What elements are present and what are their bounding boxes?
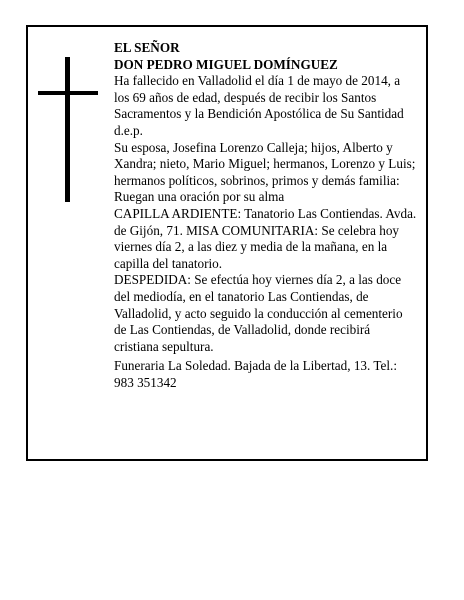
- death-announcement: Ha fallecido en Valladolid el día 1 de mayo de 2014, a los 69 años de edad, después de recibir los Santos Sacramentos y la Bendición Apostólica de Su Santidad d.e.p.: [114, 73, 404, 138]
- farewell-info: DESPEDIDA: Se efectúa hoy viernes día 2, a las doce del mediodía, en el tanatorio Las Contiendas, de Valladolid, y acto seguido la conducción al cementerio de Las Contiendas, de Valladolid, donde recibirá cristiana sepultura.: [114, 272, 403, 354]
- cross-vertical-bar: [65, 57, 70, 202]
- notice-title-line-2: DON PEDRO MIGUEL DOMÍNGUEZ: [114, 56, 338, 72]
- obituary-notice: [26, 25, 428, 461]
- chapel-and-mass-info: CAPILLA ARDIENTE: Tanatorio Las Contiendas. Avda. de Gijón, 71. MISA COMUNITARIA: Se celebra hoy viernes día 2, a las diez y media de la mañana, en la capilla del tanatorio.: [114, 205, 417, 271]
- prayer-request: Ruegan una oración por su alma: [114, 189, 285, 205]
- notice-text: [114, 40, 418, 391]
- cross-icon: [38, 57, 98, 202]
- funeral-home-info: Funeraria La Soledad. Bajada de la Libertad, 13. Tel.: 983 351342: [114, 358, 397, 390]
- notice-title-line-1: EL SEÑOR: [114, 40, 180, 55]
- cross-horizontal-bar: [38, 91, 98, 95]
- family-list: Su esposa, Josefina Lorenzo Calleja; hijos, Alberto y Xandra; nieto, Mario Miguel; hermanos, Lorenzo y Luis; hermanos políticos, sobrinos, primos y demás familia:: [114, 139, 416, 188]
